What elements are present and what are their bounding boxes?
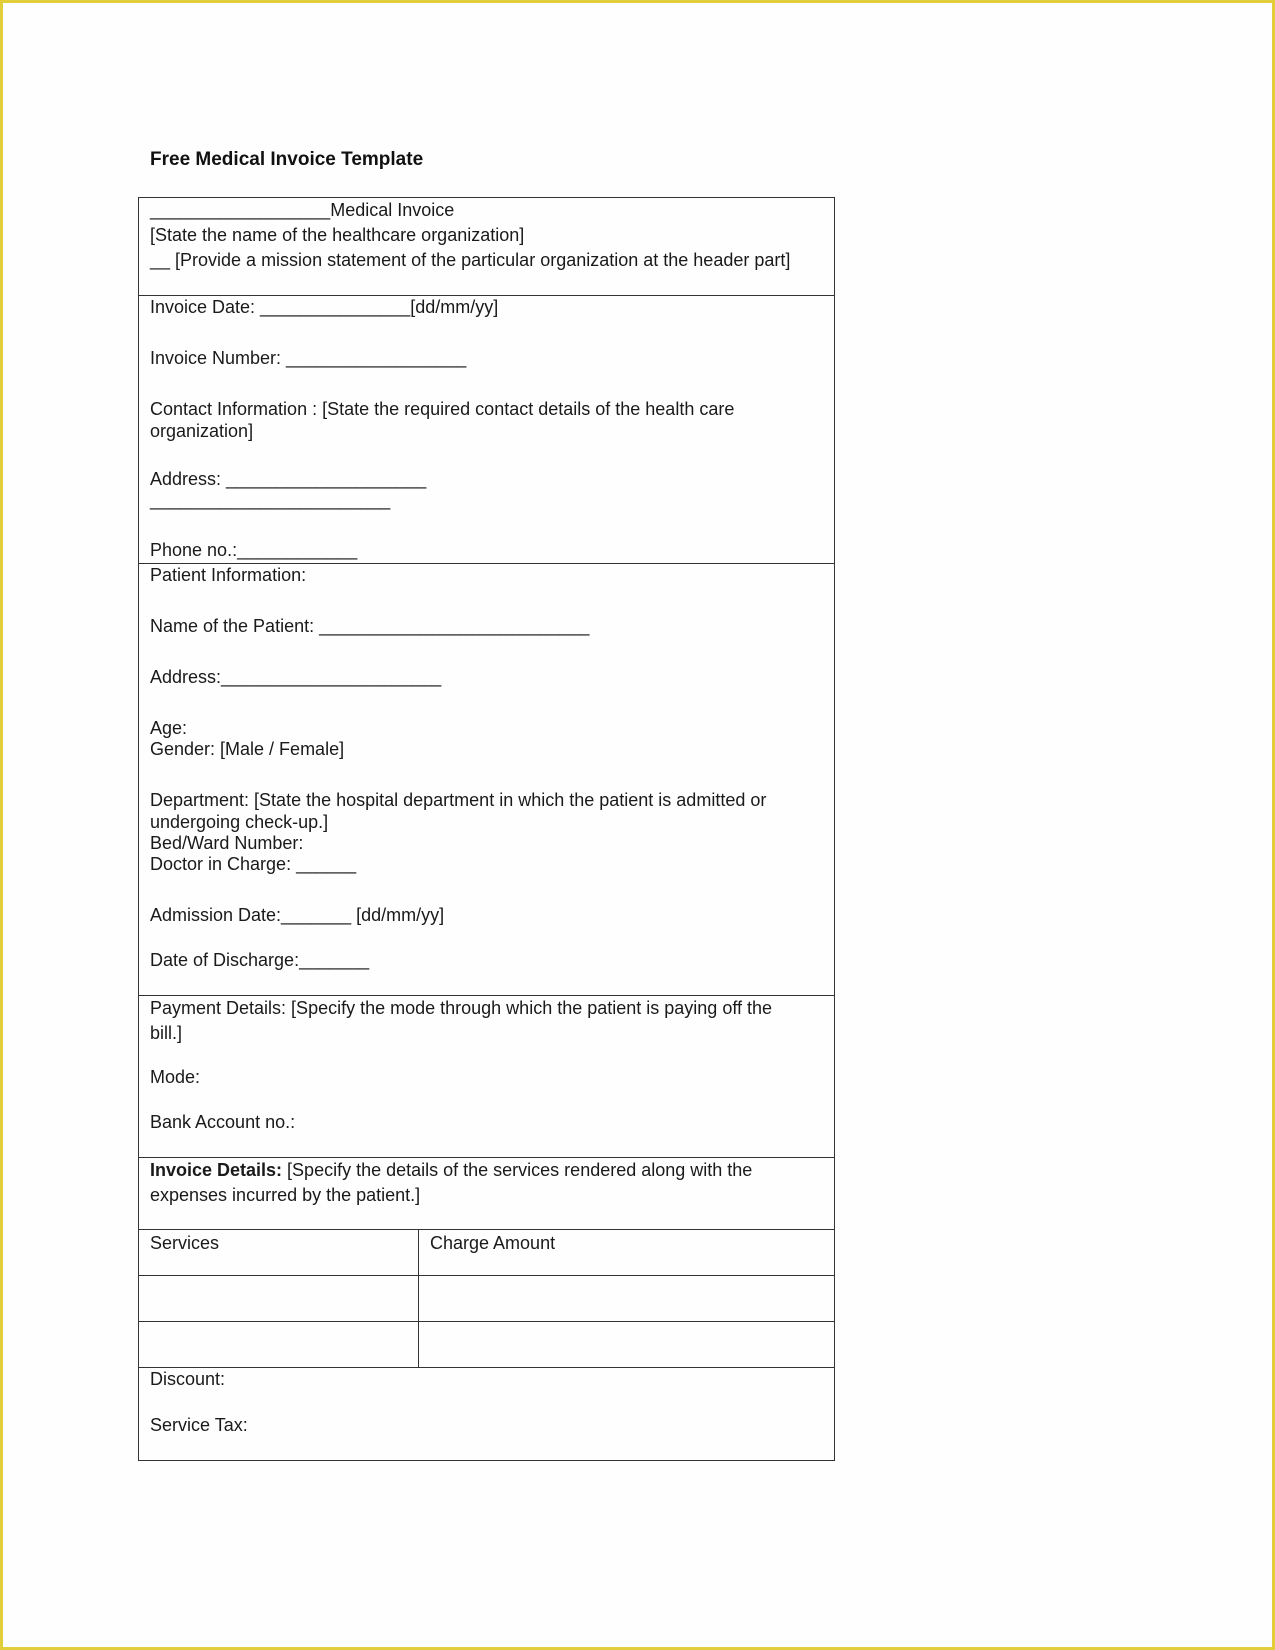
charge-amount-column-header: Charge Amount (430, 1233, 556, 1253)
patient-info-heading: Patient Information: (150, 565, 307, 585)
services-column-header: Services (139, 1230, 419, 1275)
services-table-header (139, 1230, 834, 1276)
doctor-field: Doctor in Charge: ______ (150, 854, 357, 874)
bank-account-field: Bank Account no.: (150, 1112, 296, 1132)
invoice-details-text (150, 1158, 794, 1208)
charge-amount-cell (419, 1322, 834, 1367)
invoice-details-section (139, 1158, 834, 1230)
payment-details-field: Payment Details: [Specify the mode through which the patient is paying off the bill.] (150, 998, 773, 1043)
age-field: Age: (150, 718, 188, 738)
admission-date-field: Admission Date:_______ [dd/mm/yy] (150, 905, 445, 925)
org-address-field: Address: ____________________ (150, 469, 427, 489)
header-title-line: __________________Medical Invoice (150, 200, 455, 220)
invoice-number-field: Invoice Number: __________________ (150, 348, 467, 368)
department-field: Department: [State the hospital department in which the patient is admitted or undergoing check-up.] (150, 790, 767, 832)
invoice-details-description: [Specify the details of the services rendered along with the expenses incurred by the patient.] (150, 1160, 753, 1205)
document-title: Free Medical Invoice Template (150, 149, 424, 170)
org-address-line2: ________________________ (150, 490, 391, 510)
bed-ward-field: Bed/Ward Number: (150, 833, 304, 853)
invoice-form (138, 197, 835, 1461)
totals-section (139, 1368, 834, 1460)
patient-address-field: Address:______________________ (150, 667, 442, 687)
invoice-date-field: Invoice Date: _______________[dd/mm/yy] (150, 297, 499, 317)
discharge-date-field: Date of Discharge:_______ (150, 950, 370, 970)
gender-field: Gender: [Male / Female] (150, 739, 345, 759)
table-row (139, 1276, 834, 1322)
payment-section (139, 996, 834, 1158)
invoice-details-label: Invoice Details: (150, 1160, 283, 1180)
patient-section (139, 564, 834, 996)
header-org-name: [State the name of the healthcare organization] (150, 225, 525, 245)
discount-field: Discount: (150, 1369, 226, 1389)
patient-name-field: Name of the Patient: ___________________________ (150, 616, 590, 636)
charge-amount-cell (419, 1276, 834, 1321)
table-row (139, 1322, 834, 1368)
contact-info-field: Contact Information : [State the required contact details of the health care organization] (150, 399, 735, 441)
header-section (139, 198, 834, 296)
services-cell (139, 1276, 419, 1321)
phone-field: Phone no.:____________ (150, 540, 358, 560)
service-tax-field: Service Tax: (150, 1415, 248, 1435)
payment-mode-field: Mode: (150, 1067, 201, 1087)
organization-section (139, 296, 834, 564)
header-mission: __ [Provide a mission statement of the particular organization at the header part] (150, 250, 791, 270)
services-cell (139, 1322, 419, 1367)
